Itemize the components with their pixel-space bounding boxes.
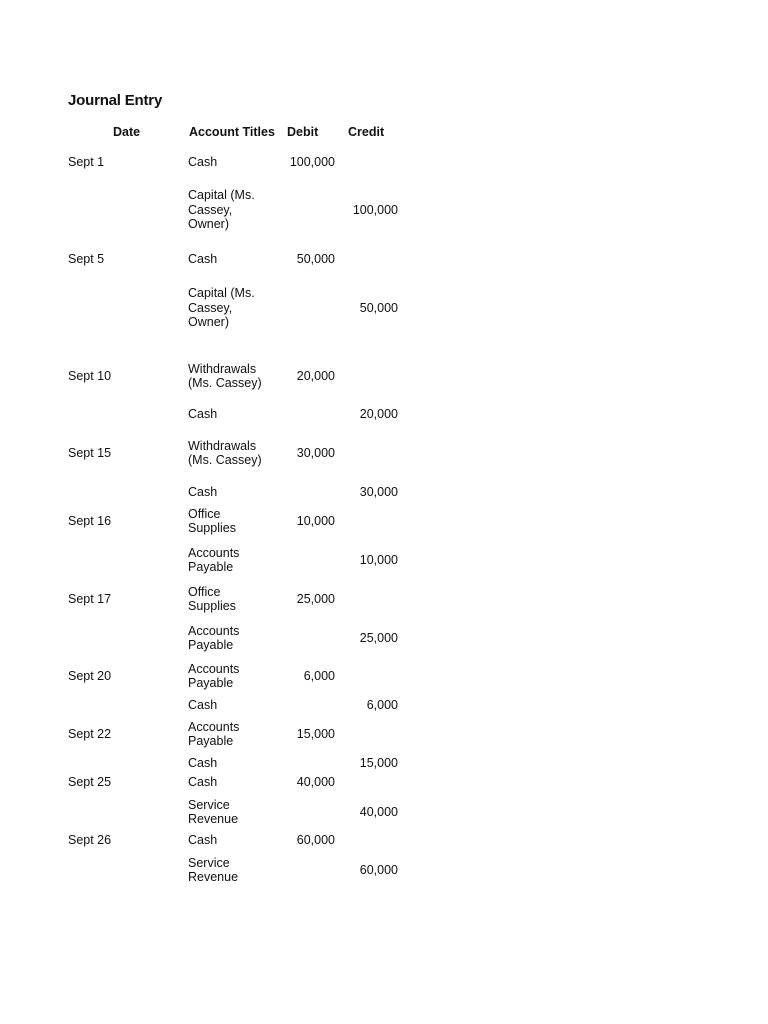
credit-amount: 20,000: [359, 406, 398, 421]
credit-column-header: Credit: [348, 125, 385, 139]
entry-date: [68, 482, 178, 502]
entry-date: [68, 695, 178, 715]
entry-date: Sept 26: [68, 832, 112, 847]
account-title: Service Revenue: [188, 797, 239, 826]
account-title: Capital (Ms. Cassey, Owner): [188, 188, 255, 232]
account-title: Cash: [188, 755, 218, 770]
account-title: Capital (Ms. Cassey, Owner): [188, 286, 255, 330]
document-title: Journal Entry: [68, 92, 163, 109]
credit-amount: [330, 436, 398, 470]
credit-amount: 50,000: [359, 300, 398, 315]
debit-amount: 6,000: [303, 668, 335, 683]
entry-date: [68, 623, 178, 653]
entry-date: Sept 15: [68, 445, 112, 460]
account-title: Withdrawals (Ms. Cassey): [188, 361, 262, 390]
account-title: Cash: [188, 251, 218, 266]
entry-date: [68, 797, 178, 827]
credit-amount: [330, 830, 398, 850]
entry-date: [68, 404, 178, 424]
debit-amount: 100,000: [289, 154, 335, 169]
credit-amount: 30,000: [359, 484, 398, 499]
credit-amount: 10,000: [359, 552, 398, 567]
debit-amount: [270, 545, 335, 575]
account-title: Cash: [188, 154, 218, 169]
account-title: Accounts Payable: [188, 545, 240, 574]
entry-date: Sept 16: [68, 513, 112, 528]
account-title: Office Supplies: [188, 506, 236, 535]
account-titles-column-header: Account Titles: [189, 125, 275, 139]
credit-amount: [330, 719, 398, 749]
account-title: Cash: [188, 406, 218, 421]
debit-amount: [270, 623, 335, 653]
debit-amount: [270, 184, 335, 236]
debit-amount: 10,000: [296, 513, 335, 528]
entry-date: Sept 22: [68, 726, 112, 741]
entry-date: [68, 184, 178, 236]
credit-amount: [330, 152, 398, 172]
entry-date: Sept 10: [68, 368, 112, 383]
debit-amount: [270, 753, 335, 773]
debit-amount: [270, 855, 335, 885]
account-title: Cash: [188, 774, 218, 789]
account-title: Cash: [188, 832, 218, 847]
credit-amount: 40,000: [359, 804, 398, 819]
credit-amount: 60,000: [359, 862, 398, 877]
entry-date: [68, 545, 178, 575]
debit-column-header: Debit: [287, 125, 319, 139]
entry-date: Sept 1: [68, 154, 105, 169]
debit-amount: 60,000: [296, 832, 335, 847]
credit-amount: [330, 661, 398, 691]
credit-amount: [330, 506, 398, 536]
credit-amount: [330, 584, 398, 614]
credit-amount: 6,000: [366, 697, 398, 712]
account-title: Cash: [188, 697, 218, 712]
credit-amount: 100,000: [352, 202, 398, 217]
credit-amount: [330, 249, 398, 269]
debit-amount: 15,000: [296, 726, 335, 741]
credit-amount: [330, 359, 398, 393]
debit-amount: [270, 695, 335, 715]
account-title: Cash: [188, 484, 218, 499]
entry-date: [68, 282, 178, 334]
debit-amount: [270, 797, 335, 827]
date-column-header: Date: [113, 125, 141, 139]
entry-date: Sept 20: [68, 668, 112, 683]
entry-date: Sept 5: [68, 251, 105, 266]
entry-date: [68, 753, 178, 773]
debit-amount: 50,000: [296, 251, 335, 266]
debit-amount: 20,000: [296, 368, 335, 383]
account-title: Accounts Payable: [188, 661, 240, 690]
account-title: Accounts Payable: [188, 623, 240, 652]
account-title: Withdrawals (Ms. Cassey): [188, 438, 262, 467]
debit-amount: 40,000: [296, 774, 335, 789]
account-title: Service Revenue: [188, 855, 239, 884]
entry-date: Sept 17: [68, 591, 112, 606]
entry-date: Sept 25: [68, 774, 112, 789]
credit-amount: 25,000: [359, 630, 398, 645]
account-title: Office Supplies: [188, 584, 236, 613]
credit-amount: [330, 772, 398, 792]
debit-amount: [270, 482, 335, 502]
debit-amount: 25,000: [296, 591, 335, 606]
account-title: Accounts Payable: [188, 719, 240, 748]
debit-amount: [270, 282, 335, 334]
entry-date: [68, 855, 178, 885]
credit-amount: 15,000: [359, 755, 398, 770]
debit-amount: 30,000: [296, 445, 335, 460]
debit-amount: [270, 404, 335, 424]
